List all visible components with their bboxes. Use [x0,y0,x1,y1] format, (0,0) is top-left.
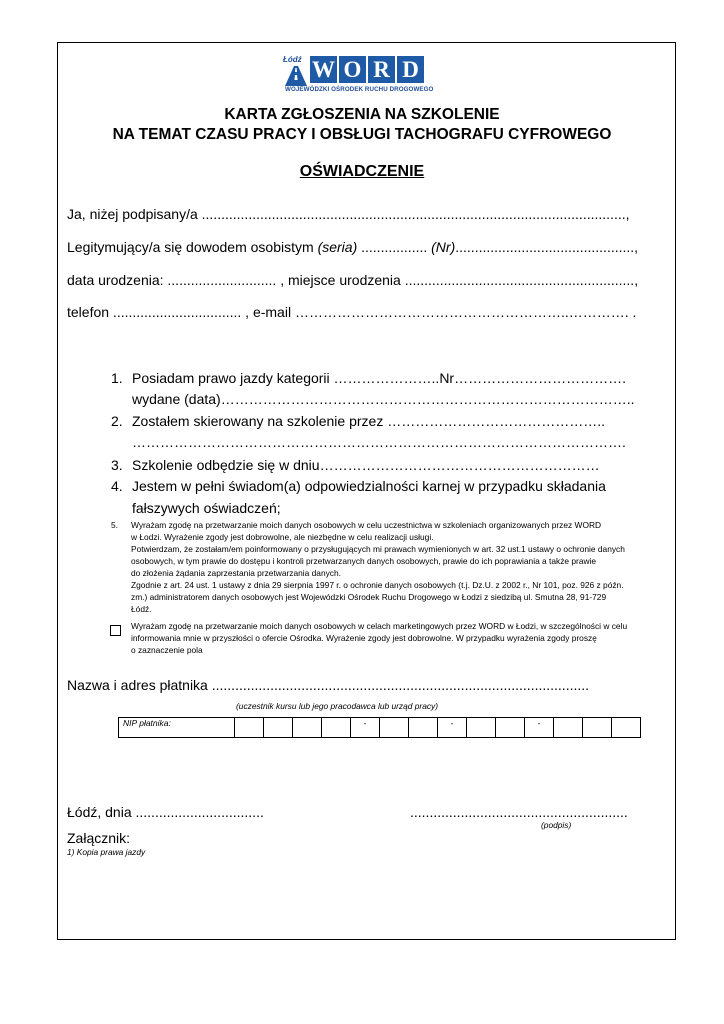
liability-statement-line2: fałszywych oświadczeń; [132,500,281,516]
logo-letter: D [397,56,424,83]
signature-field[interactable]: ........................................................ [410,804,628,820]
payer-field[interactable]: Nazwa i adres płatnika ................................................................................................. [67,677,590,693]
nip-digit-cell[interactable]: - [525,718,554,738]
nip-digit-cell[interactable] [612,718,641,738]
nip-digit-cell[interactable] [496,718,525,738]
road-icon [285,64,307,86]
signature-label: (podpis) [541,820,572,830]
place-date-field[interactable]: Łódź, dnia ................................. [67,804,264,820]
logo-letter: O [339,56,366,83]
license-date-line[interactable]: wydane (data)…………………………………………………………………………….. [132,391,635,407]
nip-digit-cell[interactable] [380,718,409,738]
payer-note: (uczestnik kursu lub jego pracodawca lub urząd pracy) [236,701,439,711]
nip-digit-cell[interactable]: - [351,718,380,738]
attachment-item: 1) Kopia prawa jazdy [67,847,146,857]
form-title-line2: NA TEMAT CZASU PRACY I OBSŁUGI TACHOGRAFU CYFROWEGO [112,126,612,143]
nip-table [118,717,641,738]
nip-digit-cell[interactable] [264,718,293,738]
nip-digit-cell[interactable] [409,718,438,738]
item-number: 4. [111,478,123,494]
attachments-label: Załącznik: [67,830,131,846]
item-number: 5. [111,520,118,530]
data-consent-text: Wyrażam zgodę na przetwarzanie moich danych osobowych w celu uczestnictwa w szkoleniach organizowanych przez WORD w Łodzi. Wyrażenie zgody jest dobrowolne, ale niezbędne w celu realizacji usługi. Potwierdzam, że zostałam/em poinformowany o przysługujących mi prawach wymienionych w art. 32 ust.1 ustawy o ochronie danych osobowych, w tym prawie do dostępu i kontroli przetwarzanych danych osobowych, prawie do ich poprawiania a także prawie do złożenia żądania zaprzestania przetwarzania danych. Zgodnie z art. 24 ust. 1 ustawy z dnia 29 sierpnia 1997 r. o ochronie danych osobowych (t.j. Dz.U. z 2002 r., Nr 101, poz. 926 z późn. zm.) administratorem danych osobowych jest Wojewódzki Ośrodek Ruchu Drogowego w Łodzi z siedzibą ul. Smutna 28, 91-729 Łódź. [131,520,625,614]
license-category-line[interactable]: Posiadam prawo jazdy kategorii …………………..Nr………………………………. [132,370,626,386]
nip-label: NIP płatnika: [119,718,235,738]
nip-digit-cell[interactable] [235,718,264,738]
referred-by-line[interactable]: Zostałem skierowany na szkolenie przez ……………………………………….. [132,413,605,429]
form-title-line1: KARTA ZGŁOSZENIA NA SZKOLENIE [224,106,500,123]
word-logo [283,55,447,95]
liability-statement: Jestem w pełni świadom(a) odpowiedzialności karnej w przypadku składania [132,478,606,494]
name-field[interactable]: Ja, niżej podpisany/a ............................................................................................................., [67,206,630,222]
nip-digit-cell[interactable] [554,718,583,738]
nip-digit-cell[interactable] [293,718,322,738]
referred-by-line2[interactable]: ……………………………………………………………………………………………. [132,434,626,450]
logo-subtitle: WOJEWÓDZKI OŚRODEK RUCHU DROGOWEGO [285,86,434,93]
marketing-consent-checkbox[interactable] [110,625,121,636]
nip-digit-cell[interactable]: - [438,718,467,738]
logo-letters [310,56,424,83]
training-date-line[interactable]: Szkolenie odbędzie się w dniu…………………………………………………… [132,457,600,473]
statement-heading: OŚWIADCZENIE [299,163,425,180]
item-number: 3. [111,457,123,473]
logo-city: Łódź [283,55,302,64]
id-field[interactable]: Legitymujący/a się dowodem osobistym (seria) ................. (Nr).............................................., [67,239,639,255]
nip-digit-cell[interactable] [583,718,612,738]
birth-field[interactable]: data urodzenia: ............................ , miejsce urodzenia ..........................................................., [67,272,639,288]
logo-letter: W [312,56,335,82]
logo-letter: R [368,56,395,83]
item-number: 1. [111,370,123,386]
nip-digit-cell[interactable] [467,718,496,738]
nip-digit-cell[interactable] [322,718,351,738]
item-number: 2. [111,413,123,429]
contact-field[interactable]: telefon ................................. , e-mail …………………………………………………..…………. . [67,304,637,320]
marketing-consent-text: Wyrażam zgodę na przetwarzanie moich danych osobowych w celach marketingowych przez WORD w Łodzi, w szczególności w celu informowania mnie w przyszłości o ofercie Ośrodka. Wyrażenie zgody jest dobrowolne. W przypadku wyrażenia zgody proszę o zaznaczenie pola [131,621,628,655]
